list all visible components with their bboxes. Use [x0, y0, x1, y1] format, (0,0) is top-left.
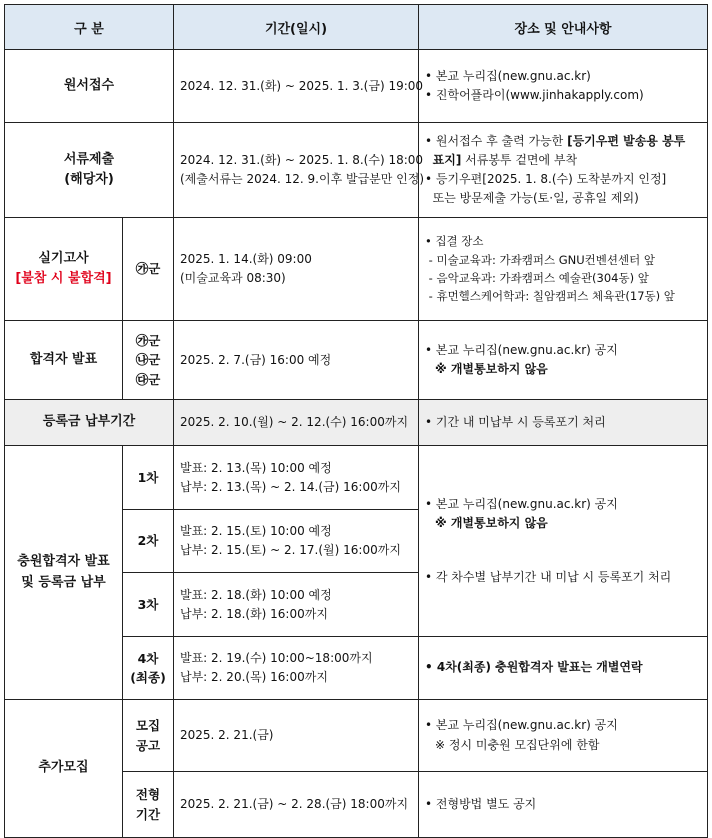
period-text: 2025. 2. 21.(금) ~ 2. 28.(금) 18:00까지 — [180, 797, 409, 812]
info-text: • 집결 장소 — [425, 234, 484, 249]
info-cell — [419, 321, 708, 400]
period-cell — [174, 50, 424, 123]
period-cell — [174, 123, 425, 218]
info-cell — [419, 50, 708, 123]
round-label: 2차 — [123, 510, 174, 573]
step-label — [123, 700, 174, 772]
row-extra-recruitment — [5, 700, 708, 772]
info-text: • 본교 누리집(new.gnu.ac.kr) 공지 — [425, 718, 618, 733]
header-period: 기간(일시) — [174, 5, 419, 50]
period-cell — [174, 510, 419, 573]
row-result-announcement — [5, 321, 708, 400]
info-cell — [419, 637, 708, 700]
period-cell — [174, 700, 419, 772]
info-text: ※ 정시 미충원 모집단위에 한함 — [435, 737, 600, 752]
period-cell — [174, 772, 419, 838]
info-text: • 원서접수 후 출력 가능한 — [425, 133, 564, 148]
category-line: 충원합격자 발표 — [17, 554, 110, 570]
period-text: 납부: 2. 18.(화) 16:00까지 — [180, 606, 328, 621]
category-warning: [불참 시 불합격] — [15, 271, 112, 286]
group-label — [123, 321, 174, 400]
period-text: 발표: 2. 19.(수) 10:00~18:00까지 — [180, 651, 373, 666]
step-line: 전형 — [135, 787, 161, 803]
category-label: 추가모집 — [5, 700, 123, 838]
info-bold: ※ 개별통보하지 않음 — [435, 516, 548, 531]
period-text: 2025. 2. 10.(월) ~ 2. 12.(수) 16:00까지 — [180, 415, 409, 430]
category-label — [5, 218, 123, 321]
info-text: • 각 차수별 납부기간 내 미납 시 등록포기 처리 — [425, 569, 672, 584]
step-line: 기간 — [135, 806, 161, 822]
round-line: (최종) — [130, 670, 166, 685]
info-text: 서류봉투 겉면에 부착 — [465, 152, 578, 167]
group-label: ㉮군 — [123, 218, 174, 321]
info-bold: • 4차(최종) 충원합격자 발표는 개별연락 — [425, 660, 643, 675]
category-line: (해당자) — [64, 172, 114, 187]
info-text: • 본교 누리집(new.gnu.ac.kr) 공지 — [425, 497, 618, 512]
info-text: • 등기우편[2025. 1. 8.(수) 도착분까지 인정] — [425, 172, 667, 186]
period-text: 발표: 2. 18.(화) 10:00 예정 — [180, 587, 332, 602]
period-text: 납부: 2. 15.(토) ~ 2. 17.(월) 16:00까지 — [180, 543, 401, 557]
period-text: 발표: 2. 13.(목) 10:00 예정 — [180, 460, 332, 475]
info-cell — [419, 218, 708, 321]
period-cell — [174, 321, 419, 400]
period-text: 2025. 1. 14.(화) 09:00 — [180, 252, 312, 267]
info-text: • 전형방법 별도 공지 — [425, 796, 537, 811]
info-text: 또는 방문제출 가능(토·일, 공휴일 제외) — [425, 191, 639, 206]
row-tuition-payment — [5, 400, 708, 446]
round-label — [123, 637, 174, 700]
group-line: ㉮군 — [135, 332, 161, 348]
period-text: 2025. 2. 21.(금) — [180, 728, 274, 743]
period-text: 2024. 12. 31.(화) ~ 2025. 1. 8.(수) 18:00 — [180, 153, 424, 168]
category-label — [5, 446, 123, 700]
info-text: • 진학어플라이(www.jinhakapply.com) — [425, 88, 644, 102]
info-cell — [419, 772, 708, 838]
step-line: 모집 — [135, 718, 161, 734]
period-cell — [174, 400, 419, 446]
category-label — [5, 123, 174, 218]
category-line: 서류제출 — [63, 151, 115, 167]
row-practical-exam — [5, 218, 708, 321]
round-line: 4차 — [137, 650, 159, 666]
info-bold: 표지] — [432, 152, 462, 167]
info-text: - 휴먼헬스케어학과: 칠암캠퍼스 체육관(17동) 앞 — [425, 289, 675, 304]
category-label: 등록금 납부기간 — [5, 400, 174, 446]
info-text: - 미술교육과: 가좌캠퍼스 GNU컨벤션센터 앞 — [425, 252, 655, 267]
category-label: 원서접수 — [5, 50, 174, 123]
round-label: 1차 — [123, 446, 174, 510]
step-line: 공고 — [135, 737, 161, 753]
info-text: • 본교 누리집(new.gnu.ac.kr) — [425, 68, 591, 83]
period-cell — [174, 446, 419, 510]
info-cell — [419, 700, 708, 772]
category-line: 및 등록금 납부 — [21, 574, 106, 590]
info-cell — [419, 123, 708, 218]
period-text: 납부: 2. 20.(목) 16:00까지 — [180, 670, 328, 684]
info-bold: [등기우편 발송용 봉투 — [567, 133, 686, 148]
info-text: - 음악교육과: 가좌캠퍼스 예술관(304동) 앞 — [425, 271, 649, 285]
row-additional-admission-round — [5, 446, 708, 510]
schedule-table — [4, 4, 708, 838]
info-bold: ※ 개별통보하지 않음 — [435, 362, 548, 376]
step-label — [123, 772, 174, 838]
info-text: • 본교 누리집(new.gnu.ac.kr) 공지 — [425, 342, 618, 357]
group-line: ㉰군 — [135, 371, 161, 387]
period-cell — [174, 573, 419, 637]
header-category: 구 분 — [5, 5, 174, 50]
row-document-submission — [5, 123, 708, 218]
period-text: 발표: 2. 15.(토) 10:00 예정 — [180, 524, 332, 539]
period-text: (미술교육과 08:30) — [180, 271, 286, 285]
period-text: 2024. 12. 31.(화) ~ 2025. 1. 3.(금) 19:00 — [180, 78, 424, 93]
header-row — [5, 5, 708, 50]
period-cell — [174, 218, 419, 321]
period-text: (제출서류는 2024. 12. 9.이후 발급분만 인정) — [180, 172, 425, 186]
period-cell — [174, 637, 419, 700]
category-label: 합격자 발표 — [5, 321, 123, 400]
info-cell — [419, 446, 708, 637]
row-application — [5, 50, 708, 123]
info-text: • 기간 내 미납부 시 등록포기 처리 — [425, 414, 606, 429]
period-text: 2025. 2. 7.(금) 16:00 예정 — [180, 352, 332, 367]
category-line: 실기고사 — [38, 250, 89, 266]
period-text: 납부: 2. 13.(목) ~ 2. 14.(금) 16:00까지 — [180, 479, 401, 494]
round-label: 3차 — [123, 573, 174, 637]
group-line: ㉯군 — [135, 352, 161, 368]
header-info: 장소 및 안내사항 — [419, 5, 708, 50]
info-cell — [419, 400, 708, 446]
